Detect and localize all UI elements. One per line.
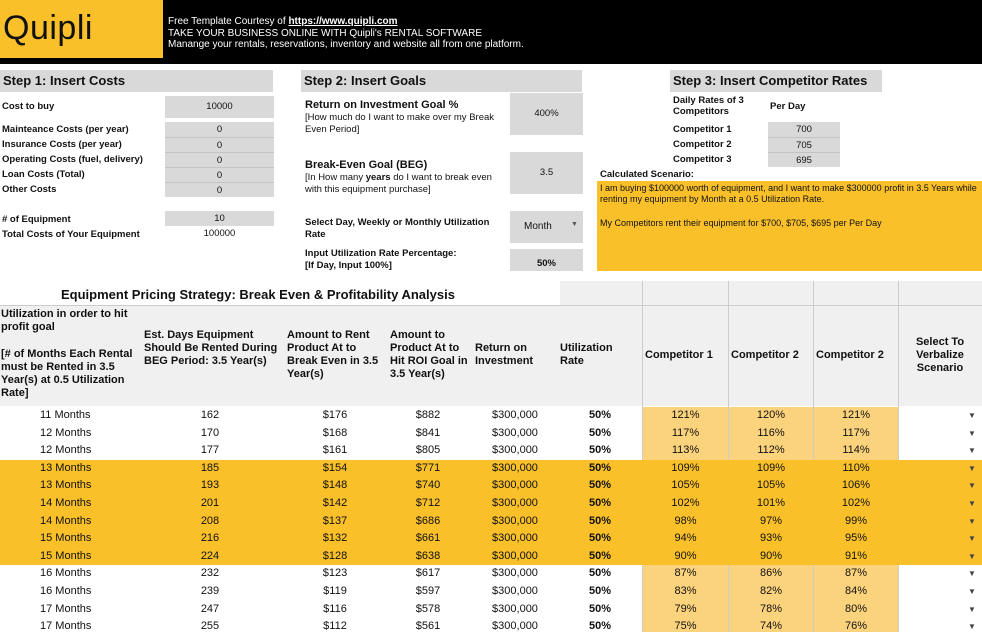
table-row xyxy=(0,601,982,619)
months-cell: 11 Months xyxy=(40,409,91,421)
competitor2-cell: 101% xyxy=(729,495,813,513)
roi-cell: $661 xyxy=(415,532,441,545)
return-cell: $300,000 xyxy=(492,620,538,632)
header-line3: Manange your rentals, reservations, inventory and website all from one platform. xyxy=(168,39,524,50)
header-text xyxy=(168,16,524,51)
table-row xyxy=(0,583,982,601)
col-competitor1: Competitor 1 xyxy=(645,349,713,361)
days-cell: 208 xyxy=(200,514,220,527)
competitor3-cell: 87% xyxy=(814,565,898,583)
competitor1-cell: 83% xyxy=(643,583,728,601)
util-cell: 50% xyxy=(588,514,612,527)
return-cell: $300,000 xyxy=(492,602,538,615)
break-even-cell: $128 xyxy=(322,549,348,562)
break-even-cell: $148 xyxy=(322,479,348,492)
break-even-cell: $137 xyxy=(322,514,348,527)
break-even-cell: $123 xyxy=(322,567,348,580)
util-cell: 50% xyxy=(588,479,612,492)
beg-note: [In How many years do I want to break even with this equipment purchase] xyxy=(305,172,492,195)
competitor2-label: Competitor 2 xyxy=(673,139,732,150)
months-cell: 17 Months xyxy=(40,620,92,632)
col-est-days: Est. Days Equipment Should Be Rented During BEG Period: 3.5 Year(s) xyxy=(144,329,278,367)
scenario-text: I am buying $100000 worth of equipment, and I want to make $300000 profit in 3.5 Years while renting my equipment by Month at a 0.5 Utilization Rate. xyxy=(600,183,977,204)
return-cell: $300,000 xyxy=(492,426,538,439)
days-cell: 224 xyxy=(200,549,220,562)
competitor3-cell: 95% xyxy=(814,530,898,548)
days-cell: 193 xyxy=(200,479,220,492)
select-scenario-dropdown-icon[interactable]: ▼ xyxy=(968,622,976,632)
days-cell: 201 xyxy=(200,497,220,509)
table-row xyxy=(0,495,982,513)
competitor3-cell: 121% xyxy=(814,407,898,425)
competitor1-cell: 113% xyxy=(643,442,728,460)
beg-label: Break-Even Goal (BEG) xyxy=(305,159,428,171)
competitor2-cell: 97% xyxy=(729,513,813,531)
months-cell: 14 Months xyxy=(40,514,92,527)
util-cell: 50% xyxy=(588,620,612,632)
util-cell: 50% xyxy=(588,461,612,474)
total-costs-label: Total Costs of Your Equipment xyxy=(2,229,140,240)
competitor2-cell: 105% xyxy=(729,477,813,495)
break-even-cell: $176 xyxy=(322,409,348,421)
select-scenario-dropdown-icon[interactable]: ▼ xyxy=(968,551,976,561)
select-scenario-dropdown-icon[interactable]: ▼ xyxy=(968,587,976,596)
step2-title: Step 2: Insert Goals xyxy=(301,70,582,92)
table-row xyxy=(0,442,982,460)
util-note: [If Day, Input 100%] xyxy=(305,260,392,271)
select-scenario-dropdown-icon[interactable]: ▼ xyxy=(968,499,976,508)
maintenance-input[interactable]: 0 xyxy=(165,122,274,137)
loan-label: Loan Costs (Total) xyxy=(2,169,85,180)
col-months-note: [# of Months Each Rental must be Rented in 3.5 Year(s) at 0.5 Utilization Rate] xyxy=(1,348,133,399)
competitor1-cell: 94% xyxy=(643,530,728,548)
roi-cell: $771 xyxy=(415,461,441,474)
competitor1-cell: 102% xyxy=(643,495,728,513)
months-cell: 12 Months xyxy=(40,426,92,439)
total-costs-value: 100000 xyxy=(203,228,236,239)
chevron-down-icon: ▼ xyxy=(571,221,578,228)
break-even-cell: $132 xyxy=(322,532,348,545)
period-dropdown[interactable] xyxy=(510,211,583,243)
select-scenario-dropdown-icon[interactable]: ▼ xyxy=(968,411,976,420)
days-cell: 170 xyxy=(200,426,220,439)
cost-to-buy-input[interactable]: 10000 xyxy=(165,96,274,118)
cost-to-buy-label: Cost to buy xyxy=(2,101,55,112)
competitor2-cell: 90% xyxy=(729,548,813,566)
other-input[interactable]: 0 xyxy=(165,182,274,197)
return-cell: $300,000 xyxy=(492,549,538,562)
roi-goal-label: Return on Investment Goal % xyxy=(305,99,459,111)
break-even-cell: $168 xyxy=(322,426,348,439)
util-cell: 50% xyxy=(588,549,612,562)
return-cell: $300,000 xyxy=(492,567,538,580)
step1-title: Step 1: Insert Costs xyxy=(0,70,273,92)
col-roi-amount: Amount to Product At to Hit ROI Goal in 3.5 Year(s) xyxy=(390,329,468,380)
col-competitor3: Competitor 2 xyxy=(816,349,884,361)
daily-rates-label: Daily Rates of 3 Competitors xyxy=(673,95,744,117)
competitor-text: My Competitors rent their equipment for $700, $705, $695 per Per Day xyxy=(600,218,882,228)
select-scenario-dropdown-icon[interactable]: ▼ xyxy=(968,569,976,579)
per-day-label: Per Day xyxy=(770,101,806,112)
competitor1-cell: 117% xyxy=(643,425,728,443)
competitor2-cell: 109% xyxy=(729,460,813,478)
roi-goal-note: [How much do I want to make over my Break Even Period] xyxy=(305,112,495,135)
break-even-cell: $112 xyxy=(323,620,347,632)
competitor1-rate-input[interactable]: 700 xyxy=(768,122,840,137)
table-title: Equipment Pricing Strategy: Break Even & Profitability Analysis xyxy=(61,287,455,302)
operating-input[interactable]: 0 xyxy=(165,152,274,167)
return-cell: $300,000 xyxy=(492,585,538,597)
maintenance-label: Mainteance Costs (per year) xyxy=(2,124,129,135)
competitor3-cell: 80% xyxy=(814,601,898,619)
break-even-cell: $119 xyxy=(323,585,347,597)
equipment-count-input[interactable]: 10 xyxy=(165,211,274,226)
select-scenario-dropdown-icon[interactable]: ▼ xyxy=(968,428,976,438)
months-cell: 16 Months xyxy=(40,567,92,580)
period-label: Select Day, Weekly or Monthly Utilization Rate xyxy=(305,217,490,240)
months-cell: 15 Months xyxy=(40,532,92,545)
col-return: Return on Investment xyxy=(475,342,534,367)
beg-input[interactable]: 3.5 xyxy=(510,152,583,194)
select-scenario-dropdown-icon[interactable]: ▼ xyxy=(968,463,976,473)
table-row xyxy=(0,425,982,443)
competitor1-cell: 121% xyxy=(643,407,728,425)
break-even-cell: $142 xyxy=(322,497,348,509)
logo xyxy=(0,0,163,58)
logo-text: Quipli xyxy=(3,9,93,47)
col-competitor2: Competitor 2 xyxy=(731,349,799,361)
competitor1-cell: 79% xyxy=(643,601,728,619)
days-cell: 185 xyxy=(200,461,220,474)
break-even-cell: $154 xyxy=(322,461,348,474)
roi-cell: $740 xyxy=(415,479,441,492)
period-value: Month xyxy=(524,221,552,232)
table-row xyxy=(0,565,982,583)
col-util-order: Utilization in order to hit profit goal xyxy=(1,308,128,333)
competitor3-cell: 99% xyxy=(814,513,898,531)
table-row xyxy=(0,513,982,531)
insurance-input[interactable]: 0 xyxy=(165,137,274,152)
competitor3-cell: 114% xyxy=(814,442,898,460)
competitor1-cell: 98% xyxy=(643,513,728,531)
days-cell: 162 xyxy=(200,409,220,421)
months-cell: 16 Months xyxy=(40,585,92,597)
table-row xyxy=(0,548,982,566)
operating-label: Operating Costs (fuel, delivery) xyxy=(2,154,143,165)
competitor2-cell: 74% xyxy=(729,618,813,632)
competitor3-rate-input[interactable]: 695 xyxy=(768,152,840,167)
select-scenario-dropdown-icon[interactable]: ▼ xyxy=(968,446,976,456)
util-cell: 50% xyxy=(588,602,612,615)
months-cell: 14 Months xyxy=(40,497,92,509)
util-cell: 50% xyxy=(588,532,612,545)
loan-input[interactable]: 0 xyxy=(165,167,274,182)
roi-cell: $712 xyxy=(415,497,441,509)
competitor3-cell: 76% xyxy=(814,618,898,632)
quipli-link[interactable]: https://www.quipli.com xyxy=(288,16,398,27)
days-cell: 232 xyxy=(200,567,220,580)
roi-cell: $841 xyxy=(415,426,441,439)
competitor1-cell: 90% xyxy=(643,548,728,566)
select-scenario-dropdown-icon[interactable]: ▼ xyxy=(968,516,976,526)
competitor1-cell: 109% xyxy=(643,460,728,478)
days-cell: 255 xyxy=(200,620,220,632)
util-input[interactable]: 50% xyxy=(510,249,583,271)
col-break-even: Amount to Rent Product At to Break Even in 3.5 Year(s) xyxy=(287,329,379,380)
col-util-rate: Utilization Rate xyxy=(560,342,613,367)
competitor3-cell: 110% xyxy=(814,460,898,478)
competitor2-cell: 78% xyxy=(729,601,813,619)
roi-goal-input[interactable]: 400% xyxy=(510,93,583,135)
competitor3-cell: 106% xyxy=(814,477,898,495)
days-cell: 239 xyxy=(200,585,220,597)
return-cell: $300,000 xyxy=(492,479,538,492)
days-cell: 247 xyxy=(200,602,220,615)
competitor2-cell: 112% xyxy=(729,442,813,460)
competitor3-cell: 102% xyxy=(814,495,898,513)
competitor2-cell: 93% xyxy=(729,530,813,548)
table-row xyxy=(0,477,982,495)
table-row xyxy=(0,618,982,632)
equipment-count-label: # of Equipment xyxy=(2,214,71,225)
util-label: Input Utilization Rate Percentage: xyxy=(305,248,457,259)
select-scenario-dropdown-icon[interactable]: ▼ xyxy=(968,481,976,491)
util-cell: 50% xyxy=(588,444,612,457)
competitor2-rate-input[interactable]: 705 xyxy=(768,137,840,152)
util-cell: 50% xyxy=(588,497,612,509)
roi-cell: $686 xyxy=(415,514,441,527)
insurance-label: Insurance Costs (per year) xyxy=(2,139,122,150)
util-cell: 50% xyxy=(588,567,612,580)
select-scenario-dropdown-icon[interactable]: ▼ xyxy=(968,534,976,544)
competitor2-cell: 116% xyxy=(729,425,813,443)
col-select: Select To Verbalize Scenario xyxy=(915,336,965,374)
table-row xyxy=(0,407,982,425)
competitor1-cell: 105% xyxy=(643,477,728,495)
util-cell: 50% xyxy=(588,426,612,439)
scenario-box xyxy=(597,181,982,271)
return-cell: $300,000 xyxy=(492,497,538,509)
break-even-cell: $116 xyxy=(323,602,347,615)
competitor3-label: Competitor 3 xyxy=(673,154,732,165)
roi-cell: $597 xyxy=(415,585,441,597)
months-cell: 13 Months xyxy=(40,479,92,492)
header-line2: TAKE YOUR BUSINESS ONLINE WITH Quipli's RENTAL SOFTWARE xyxy=(168,27,482,39)
months-cell: 12 Months xyxy=(40,444,92,457)
table-row xyxy=(0,460,982,478)
return-cell: $300,000 xyxy=(492,409,538,421)
roi-cell: $561 xyxy=(415,620,441,632)
competitor3-cell: 117% xyxy=(814,425,898,443)
return-cell: $300,000 xyxy=(492,514,538,527)
months-cell: 17 Months xyxy=(40,602,92,615)
competitor2-cell: 86% xyxy=(729,565,813,583)
months-cell: 13 Months xyxy=(40,461,92,474)
competitor3-cell: 84% xyxy=(814,583,898,601)
other-label: Other Costs xyxy=(2,184,57,195)
return-cell: $300,000 xyxy=(492,444,538,457)
select-scenario-dropdown-icon[interactable]: ▼ xyxy=(968,604,976,614)
roi-cell: $638 xyxy=(415,549,441,562)
competitor2-cell: 120% xyxy=(729,407,813,425)
scenario-label: Calculated Scenario: xyxy=(600,169,694,180)
competitor3-cell: 91% xyxy=(814,548,898,566)
competitor1-label: Competitor 1 xyxy=(673,124,732,135)
header-line1: Free Template Courtesy of xyxy=(168,16,289,27)
roi-cell: $578 xyxy=(415,602,441,615)
util-cell: 50% xyxy=(588,585,612,597)
roi-cell: $617 xyxy=(415,567,441,580)
days-cell: 177 xyxy=(200,444,220,457)
roi-cell: $882 xyxy=(415,409,441,421)
days-cell: 216 xyxy=(200,532,220,545)
competitor2-cell: 82% xyxy=(729,583,813,601)
return-cell: $300,000 xyxy=(492,532,538,545)
roi-cell: $805 xyxy=(415,444,441,457)
header-divider xyxy=(0,305,982,306)
competitor1-cell: 87% xyxy=(643,565,728,583)
months-cell: 15 Months xyxy=(40,549,92,562)
return-cell: $300,000 xyxy=(492,461,538,474)
header-bar xyxy=(0,0,982,64)
break-even-cell: $161 xyxy=(322,444,348,457)
step3-title: Step 3: Insert Competitor Rates xyxy=(670,70,882,92)
table-row xyxy=(0,530,982,548)
competitor1-cell: 75% xyxy=(643,618,728,632)
util-cell: 50% xyxy=(588,409,612,421)
